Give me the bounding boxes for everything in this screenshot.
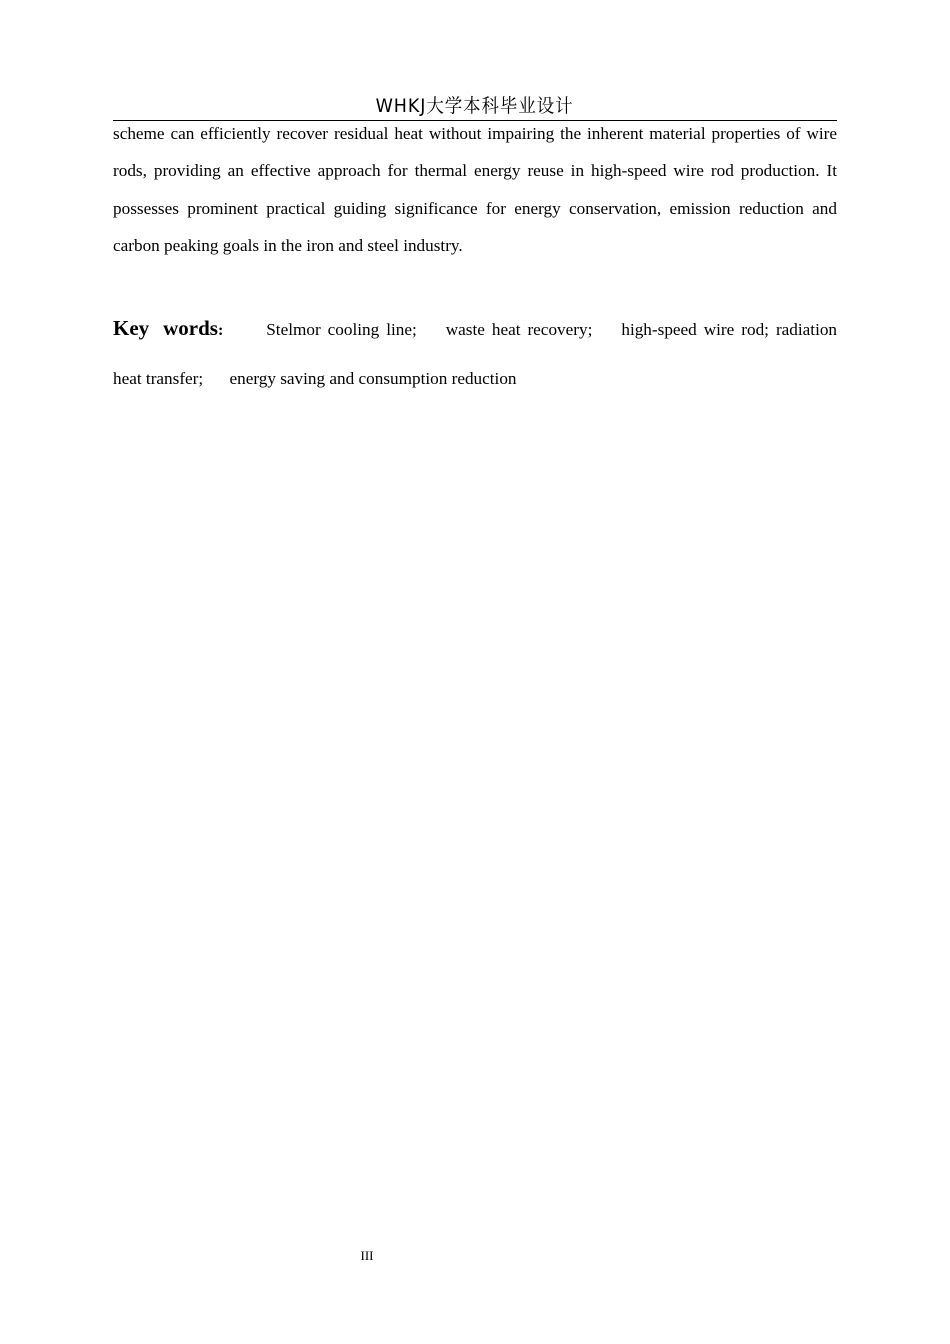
header-title: WHKJ大学本科毕业设计 [376,95,574,117]
keywords-colon: : [217,322,224,339]
keyword-item: waste heat recovery; [445,320,593,339]
keywords-label: Key words [113,316,218,340]
keyword-item: radiation heat transfer; [113,320,838,388]
keyword-item: high-speed wire rod; [621,320,769,339]
page-number: III [360,1248,374,1263]
keywords-section [113,304,837,403]
keyword-item: Stelmor cooling line; [266,320,417,339]
keyword-item: energy saving and consumption reduction [229,369,517,388]
abstract-paragraph: scheme can efficiently recover residual heat without impairing the inherent material properties of wire rods, providing an effective approach for thermal energy reuse in high-speed wire rod production. It possesses prominent practical guiding significance for energy conservation, emission reduction and carbon peaking goals in the iron and steel industry. [113,124,837,256]
